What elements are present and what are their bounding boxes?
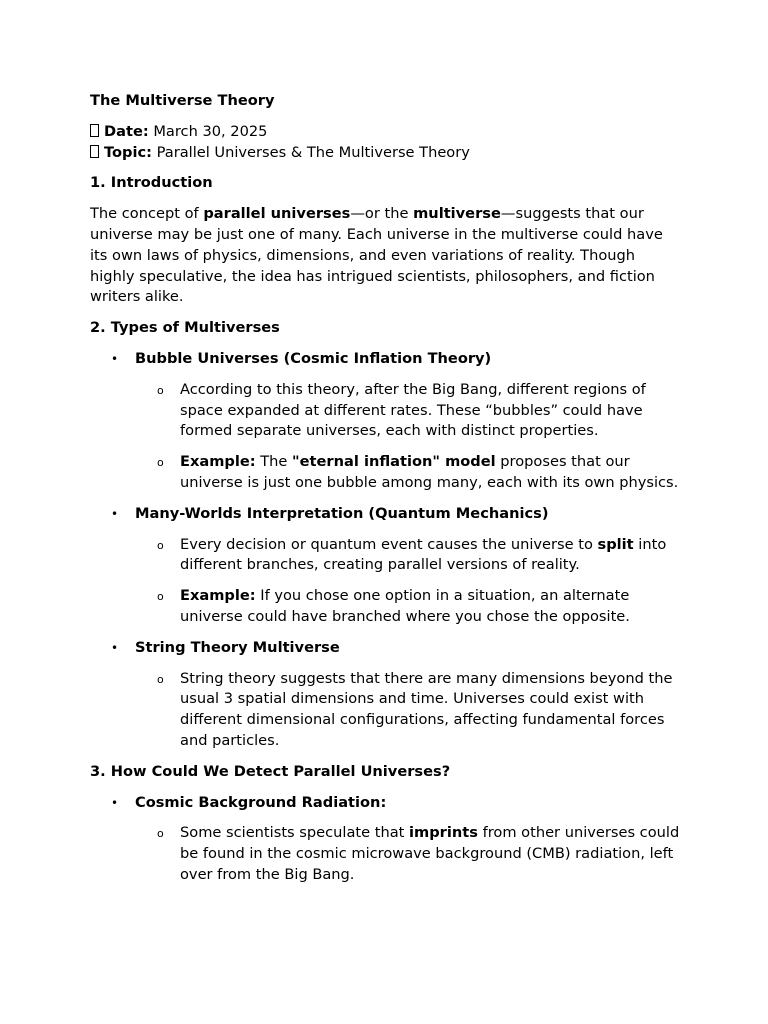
document-title: The Multiverse Theory	[90, 92, 275, 109]
sublist-item: o Every decision or quantum event causes the universe to split into different branches, creating parallel versions of reality.	[157, 535, 667, 574]
sub-bullet: o	[157, 672, 164, 686]
item-title: Cosmic Background Radiation:	[135, 793, 387, 811]
sublist	[135, 669, 680, 752]
sublist	[135, 823, 680, 885]
date-label: Date:	[104, 122, 149, 140]
sublist-item: o Example: If you chose one option in a situation, an alternate universe could have branched where you chose the opposite.	[157, 587, 630, 625]
document-meta	[90, 122, 680, 164]
list-item-cmb	[90, 793, 680, 886]
bullet: •	[111, 506, 119, 521]
sub-bullet: o	[157, 383, 164, 397]
sublist	[135, 380, 680, 494]
sub-bullet: o	[157, 827, 164, 841]
sublist-item: o Example: The "eternal inflation" model proposes that our universe is just one bubble among many, each with its own physics.	[157, 453, 679, 491]
list-item-many-worlds	[90, 504, 680, 628]
sublist-item: o String theory suggests that there are many dimensions beyond the usual 3 spatial dimensions and time. Universes could exist with different dimensional configurations, affecting fundamental forces and particles.	[157, 669, 673, 749]
item-title: String Theory Multiverse	[135, 638, 340, 656]
intro-paragraph: The concept of parallel universes—or the multiverse—suggests that our universe may be just one of many. Each universe in the multiverse could have its own laws of physics, dimensions, and even variations of reality. Though highly speculative, the idea has intrigued scientists, philosophers, and fiction writers alike.	[90, 205, 663, 306]
sub-bullet: o	[157, 456, 164, 470]
heading-detection: 3. How Could We Detect Parallel Universes?	[90, 762, 451, 780]
detection-list	[90, 793, 680, 886]
bullet: •	[111, 795, 119, 810]
sub-bullet: o	[157, 590, 164, 604]
date-line	[90, 122, 680, 143]
heading-introduction: 1. Introduction	[90, 174, 213, 192]
types-list	[90, 349, 680, 752]
item-title: Bubble Universes (Cosmic Inflation Theory)	[135, 349, 492, 367]
item-title: Many-Worlds Interpretation (Quantum Mechanics)	[135, 504, 549, 522]
sublist-item: o Some scientists speculate that imprints from other universes could be found in the cosmic microwave background (CMB) radiation, left over from the Big Bang.	[157, 824, 680, 883]
topic-label: Topic:	[104, 143, 152, 161]
topic-value: Parallel Universes & The Multiverse Theory	[151, 143, 470, 161]
heading-types: 2. Types of Multiverses	[90, 319, 280, 337]
topic-icon	[90, 145, 99, 158]
sub-bullet: o	[157, 538, 164, 552]
sublist-item: o According to this theory, after the Big Bang, different regions of space expanded at different rates. These “bubbles” could have formed separate universes, each with distinct properties.	[157, 380, 646, 440]
list-item-bubble-universes	[90, 349, 680, 494]
bullet: •	[111, 351, 119, 366]
sublist	[135, 535, 680, 628]
topic-line	[90, 143, 680, 164]
list-item-string-theory	[90, 638, 680, 752]
date-value: March 30, 2025	[148, 122, 268, 140]
bullet: •	[111, 640, 119, 655]
document-page	[90, 91, 680, 896]
calendar-icon	[90, 124, 99, 137]
